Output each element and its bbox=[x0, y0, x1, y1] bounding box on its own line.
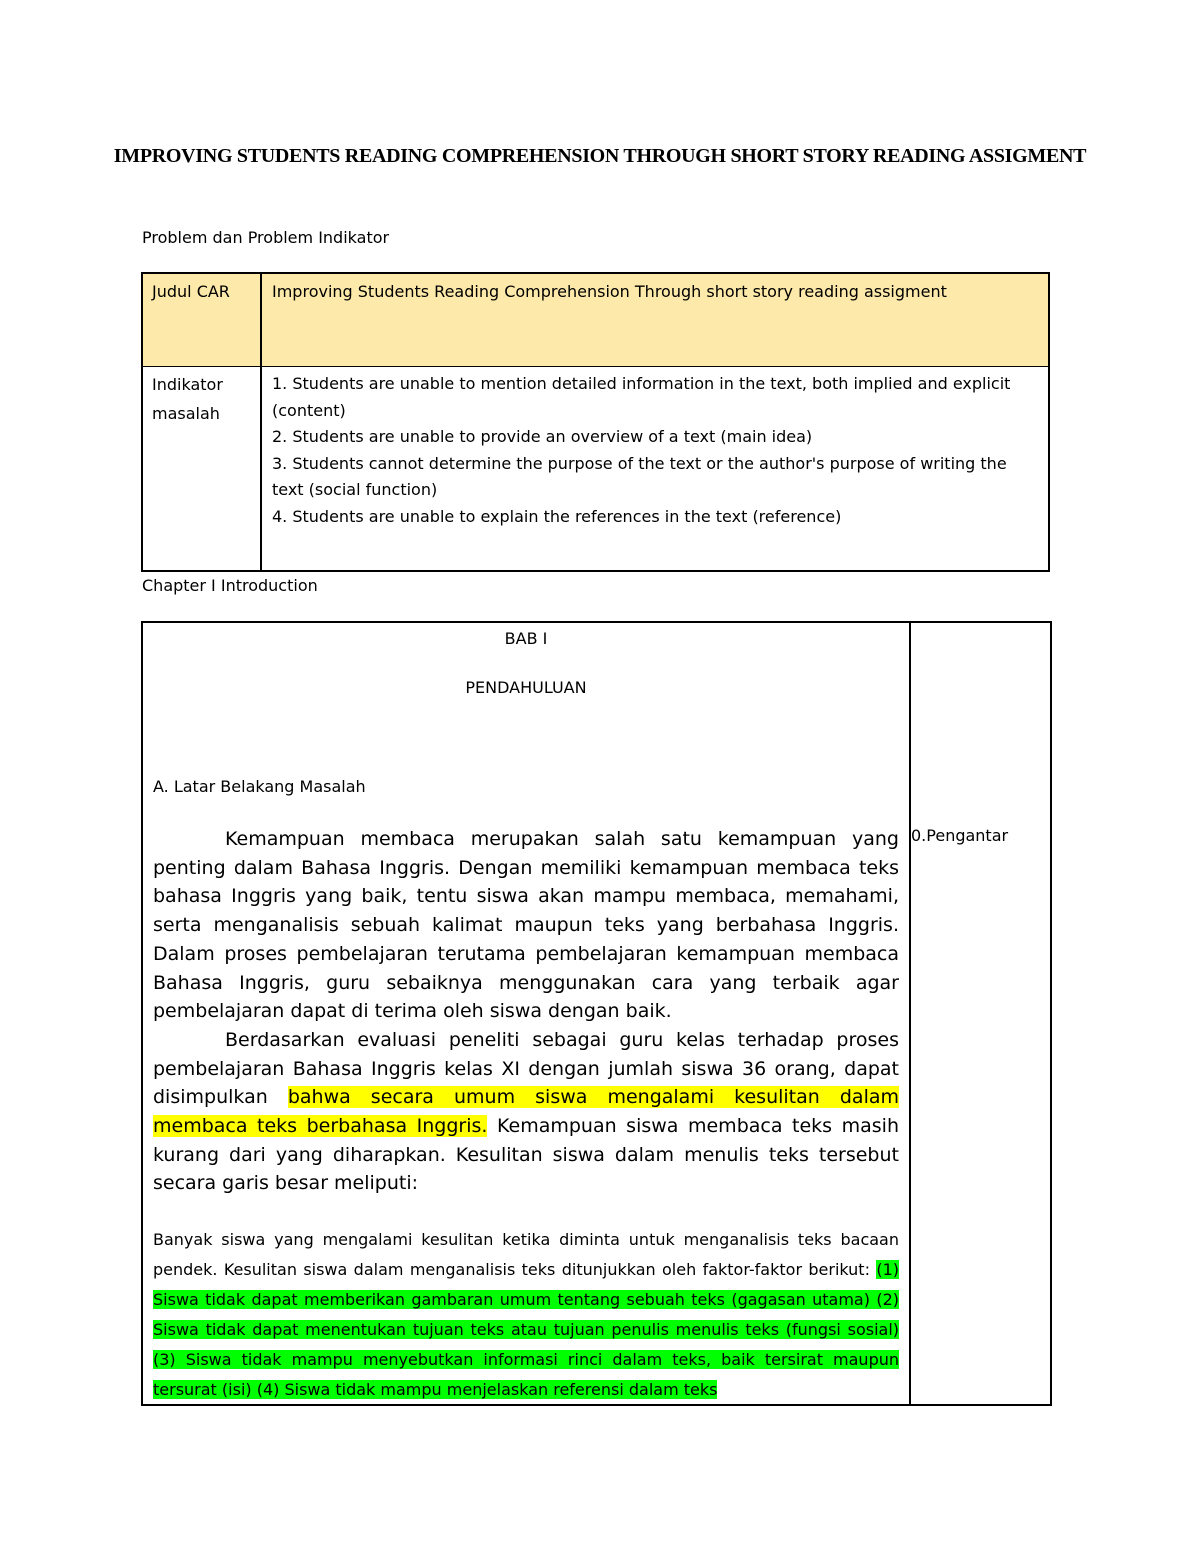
paragraph-3 bbox=[153, 1225, 899, 1405]
chapter-body bbox=[153, 825, 899, 1198]
paragraph-1: Kemampuan membaca merupakan salah satu kemampuan yang penting dalam Bahasa Inggris. Dengan memiliki kemampuan membaca teks bahasa Inggris yang baik, tentu siswa akan mampu membaca, memahami, serta menganalisis sebuah kalimat maupun teks yang berbahasa Inggris. Dalam proses pembelajaran terutama pembelajaran kemampuan membaca Bahasa Inggris, guru sebaiknya menggunakan cara yang terbaik agar pembelajaran dapat di terima oleh siswa dengan baik. bbox=[153, 828, 899, 1023]
side-note: 0.Pengantar bbox=[911, 826, 1009, 845]
column-divider bbox=[260, 274, 262, 570]
problem-section-label: Problem dan Problem Indikator bbox=[142, 228, 390, 247]
paragraph-2 bbox=[153, 1026, 899, 1198]
bab-heading: BAB I bbox=[504, 629, 548, 648]
indicator-item: 4. Students are unable to explain the references in the text (reference) bbox=[272, 506, 842, 526]
judul-car-value: Improving Students Reading Comprehension Through short story reading assigment bbox=[272, 282, 947, 301]
column-divider bbox=[909, 623, 911, 1404]
indicator-item: 3. Students cannot determine the purpose of the text or the author's purpose of writing the text (social function) bbox=[272, 453, 1007, 499]
indikator-masalah-label: Indikator masalah bbox=[152, 375, 223, 423]
chapter-heading: PENDAHULUAN bbox=[465, 678, 587, 697]
section-subheading: A. Latar Belakang Masalah bbox=[153, 777, 366, 796]
judul-car-label: Judul CAR bbox=[152, 282, 230, 301]
indicator-item: 2. Students are unable to provide an overview of a text (main idea) bbox=[272, 427, 813, 446]
document-title: IMPROVING STUDENTS READING COMPREHENSION THROUGH SHORT STORY READING ASSIGMENT bbox=[113, 145, 1087, 167]
paragraph-2-end: Kemampuan siswa membaca teks masih kurang dari yang diharapkan. Kesulitan siswa dalam menulis teks tersebut secara garis besar meliputi: bbox=[153, 1115, 899, 1195]
paragraph-2-start: Berdasarkan evaluasi peneliti sebagai guru kelas terhadap proses pembelajaran Bahasa Inggris kelas XI dengan jumlah siswa 36 orang, dapat disimpulkan bbox=[153, 1028, 899, 1109]
paragraph-2-highlight: bahwa secara umum siswa mengalami kesulitan dalam membaca teks berbahasa Inggris. bbox=[153, 1086, 900, 1138]
paragraph-3-highlight: (1) Siswa tidak dapat memberikan gambaran umum tentang sebuah teks (gagasan utama) (2) Siswa tidak dapat menentukan tujuan teks atau tujuan penulis menulis teks (fungsi sosial) (3) Siswa tidak mampu menyebutkan informasi rinci dalam teks, baik tersirat maupun tersurat (isi) (4) Siswa tidak mampu menjelaskan referensi dalam teks bbox=[153, 1260, 899, 1399]
problem-table bbox=[141, 272, 1050, 572]
chapter-section-label: Chapter I Introduction bbox=[142, 576, 318, 595]
indicator-item: 1. Students are unable to mention detailed information in the text, both implied and explicit (content) bbox=[272, 374, 1011, 420]
chapter-table bbox=[141, 621, 1052, 1406]
paragraph-3-start: Banyak siswa yang mengalami kesulitan ketika diminta untuk menganalisis teks bacaan pendek. Kesulitan siswa dalam menganalisis teks ditunjukkan oleh faktor-faktor berikut: bbox=[153, 1230, 899, 1279]
indicator-list bbox=[272, 371, 1032, 530]
